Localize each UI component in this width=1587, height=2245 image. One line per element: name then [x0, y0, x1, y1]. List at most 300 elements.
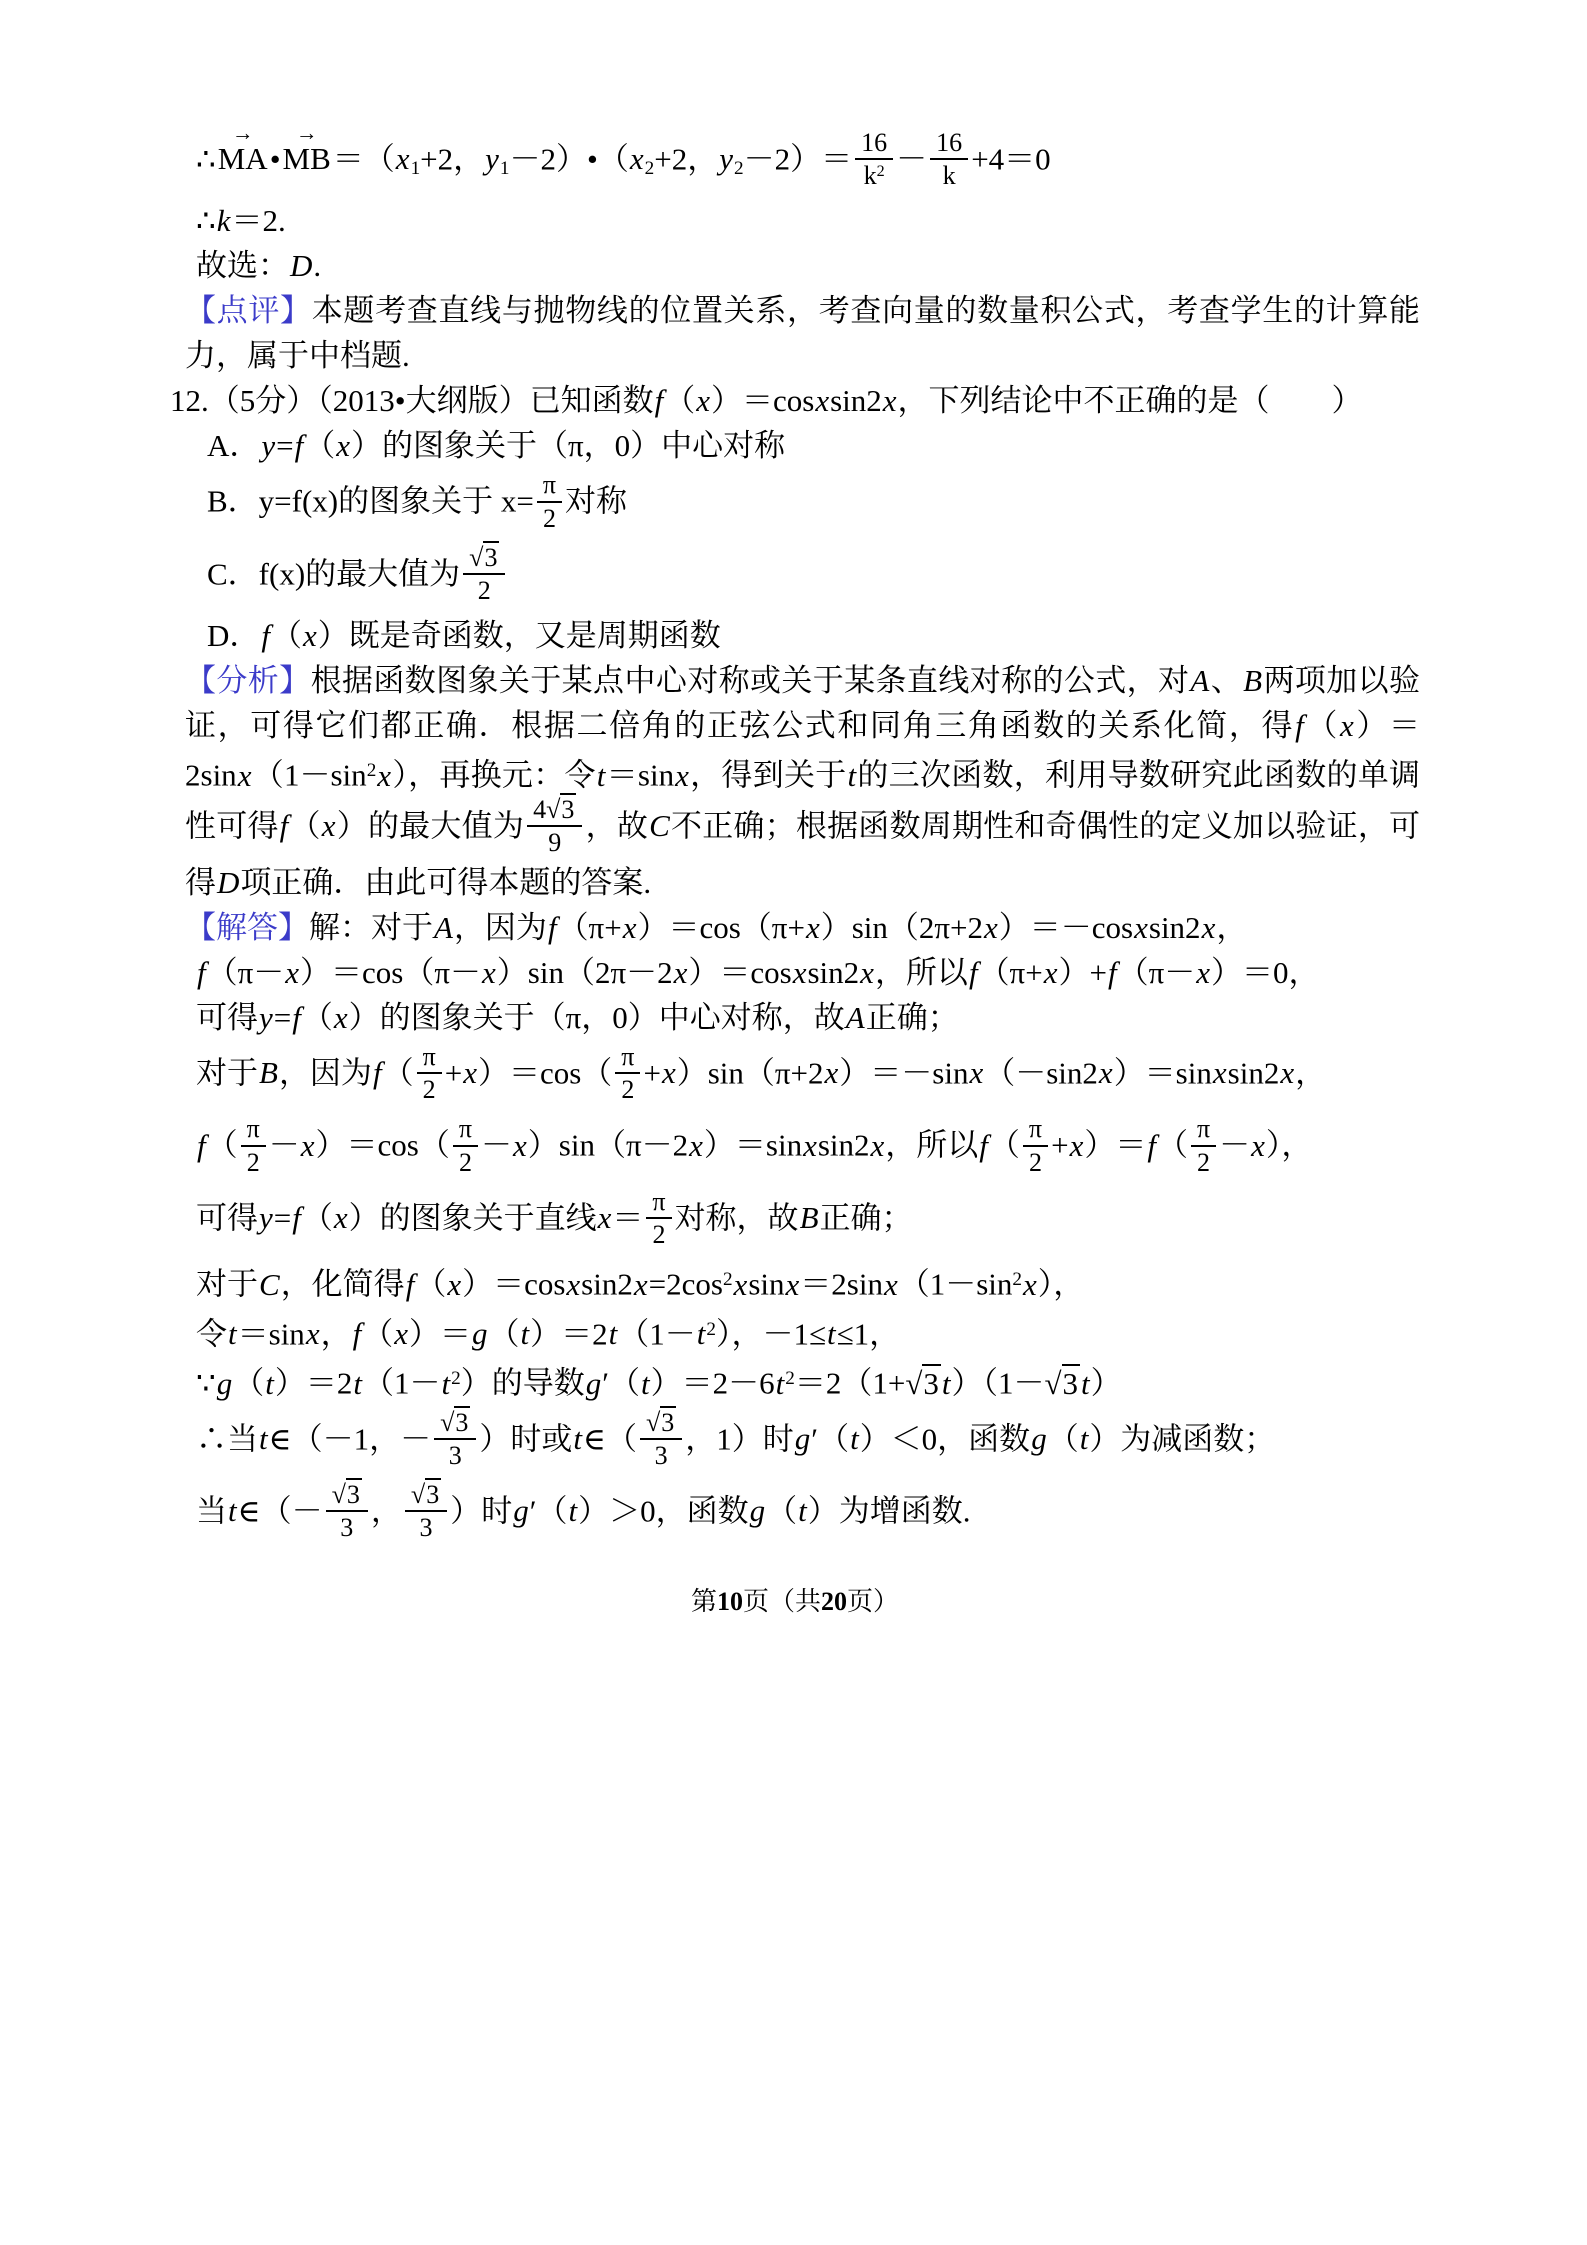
math-variable: x	[785, 1266, 800, 1302]
subscript: 2	[734, 158, 744, 180]
numerator	[640, 1408, 682, 1438]
numerator	[241, 1114, 266, 1144]
text-run: ，化简得	[280, 1266, 405, 1302]
math-variable: t	[798, 1493, 807, 1529]
math-variable: A	[1190, 663, 1210, 699]
text-run: 本题考查直线与抛物线的位置关系，考查向量的数量积公式，考查学生的计算能力，属于中档题.	[185, 293, 1421, 374]
text-run: sin2	[1148, 909, 1201, 945]
numerator	[453, 1114, 478, 1144]
math-variable: x	[377, 757, 392, 793]
option-c-line	[207, 541, 1420, 613]
square-root	[905, 1366, 941, 1401]
text-run: 项正确．由此可得本题的答案.	[240, 864, 652, 900]
math-variable: C	[649, 807, 670, 843]
text-run: （	[1304, 708, 1339, 744]
math-variable: x	[482, 954, 496, 990]
math-variable: x	[1212, 1055, 1227, 1091]
math-variable: x	[675, 757, 689, 793]
denominator	[615, 1072, 640, 1104]
math-variable: g	[585, 1365, 602, 1401]
math-variable: x	[883, 1266, 898, 1302]
text-run: ＝2（1+	[794, 1365, 906, 1401]
fraction	[241, 1114, 266, 1176]
math-variable: A	[845, 999, 865, 1035]
math-variable: f	[1295, 708, 1304, 744]
solution-paragraph-line-9	[196, 1356, 1420, 1406]
text-run: （π+	[557, 909, 622, 945]
math-variable: f	[654, 383, 664, 419]
denominator	[537, 501, 562, 533]
text-run: ）＝cos	[688, 954, 792, 990]
math-variable: y	[485, 141, 499, 177]
square-root	[546, 795, 576, 824]
numerator	[646, 1187, 671, 1217]
page-footer	[170, 1551, 1420, 1618]
text-run: ＝	[612, 1199, 644, 1235]
text-run: ∈（	[583, 1421, 637, 1457]
math-variable: f	[405, 1266, 415, 1302]
text-run: ）时	[450, 1493, 513, 1529]
vector-arrow-icon: →	[295, 120, 318, 145]
text-run: （	[488, 1316, 520, 1352]
math-variable: x	[447, 1266, 462, 1302]
numerator	[417, 1042, 442, 1072]
math-variable: f	[292, 999, 301, 1035]
text-run: 两项加以验证，可得它们都正确．根据二倍角的正弦公式和同角三角函数的关系化简，得	[185, 663, 1421, 744]
math-variable: x	[882, 383, 897, 419]
text-run: ，所以	[874, 954, 968, 990]
math-variable: x	[870, 1127, 885, 1163]
text-run: 故选：	[196, 248, 289, 284]
math-variable: f	[968, 954, 978, 990]
numerator	[537, 470, 562, 500]
answer-selection-line	[196, 243, 1420, 288]
text-run: ＝（	[332, 141, 395, 177]
square-root	[440, 1408, 470, 1437]
math-variable: B	[259, 1055, 278, 1091]
math-variable: t	[596, 757, 606, 793]
text-run: =	[273, 1199, 292, 1235]
denominator	[417, 1072, 442, 1104]
text-run: ），	[1037, 1266, 1085, 1302]
section-label: 【点评】	[185, 293, 312, 329]
fraction	[527, 795, 582, 857]
text-run: =	[273, 999, 292, 1035]
text-run: 解：对于	[309, 909, 433, 945]
text-run: （－sin2	[984, 1055, 1098, 1091]
math-variable: x	[300, 1127, 315, 1163]
numerator	[405, 1480, 447, 1510]
text-run: ）＝sin	[1113, 1055, 1212, 1091]
text-run: ＝2sin	[800, 1266, 883, 1302]
text-run: •	[269, 141, 281, 177]
text-run: ）	[1090, 1365, 1122, 1401]
text-run: +	[444, 1055, 463, 1091]
text-run: （	[206, 1127, 238, 1163]
text-run: （π+	[978, 954, 1043, 990]
vector-notation	[281, 120, 333, 181]
math-variable: x	[673, 954, 688, 990]
text-run: 2	[652, 1219, 666, 1249]
text-run: （1－	[618, 1316, 696, 1352]
text-run: 对称	[565, 483, 628, 519]
math-variable: f	[372, 1055, 382, 1091]
math-variable: x	[1340, 708, 1354, 744]
text-run: 第	[690, 1586, 717, 1616]
fraction	[417, 1042, 442, 1104]
radical-sign-icon: √	[546, 794, 561, 824]
text-run: ）＝cos（π+	[637, 909, 805, 945]
text-run: （	[289, 807, 321, 843]
text-run: （1－	[362, 1365, 441, 1401]
text-run: ′（	[602, 1365, 640, 1401]
text-run: ）＝sin	[703, 1127, 803, 1163]
math-variable: t	[228, 1316, 237, 1352]
text-run: ）＝cos（π－	[300, 954, 482, 990]
text-run: +	[1051, 1127, 1069, 1163]
text-run: ）＝cos（	[477, 1055, 613, 1091]
math-variable: x	[333, 1199, 348, 1235]
text-run: ）＝	[408, 1316, 471, 1352]
solution-paragraph-line-7	[196, 1257, 1420, 1307]
math-variable: g	[1031, 1421, 1047, 1457]
text-run: ∴	[196, 203, 216, 239]
math-variable: f	[979, 1127, 988, 1163]
text-run: ≤1，	[836, 1316, 901, 1352]
math-variable: x	[1201, 909, 1216, 945]
text-run: ，因为	[278, 1055, 372, 1091]
vector-arrow-icon: →	[231, 120, 254, 145]
denominator	[241, 1145, 266, 1177]
fraction	[326, 1480, 368, 1542]
radicand: 3	[346, 1480, 360, 1510]
text-run: π	[1028, 1114, 1043, 1144]
text-run: π	[621, 1041, 635, 1071]
math-variable: x	[860, 954, 874, 990]
math-variable: B	[799, 1199, 819, 1235]
math-variable: t	[1081, 1365, 1090, 1401]
text-run: （	[301, 999, 333, 1035]
denominator	[453, 1145, 478, 1177]
text-run: π	[542, 470, 557, 500]
superscript: 2	[722, 1269, 733, 1291]
text-run: ）＝cos	[711, 383, 815, 419]
solution-paragraph-line-10	[196, 1406, 1420, 1478]
math-variable: t	[228, 1493, 237, 1529]
text-run: ）sin（π+2	[676, 1055, 824, 1091]
text-run: 令	[196, 1316, 227, 1352]
text-run: ）＝cos（	[315, 1127, 450, 1163]
math-variable: x	[733, 1266, 748, 1302]
text-run: 可得	[196, 1199, 258, 1235]
fraction	[1191, 1114, 1216, 1176]
text-run: π	[458, 1114, 473, 1144]
text-run: ∴	[196, 141, 216, 177]
text-run: ∵	[196, 1365, 216, 1401]
text-run: －2）•（	[509, 141, 629, 177]
fraction	[930, 128, 968, 190]
math-variable: t	[568, 1493, 578, 1529]
text-run: ∈（－	[237, 1493, 323, 1529]
math-variable: x	[805, 909, 820, 945]
denominator	[405, 1510, 447, 1542]
solution-step-line-1	[196, 120, 1420, 198]
text-run: 页（共	[742, 1586, 821, 1616]
text-run: π	[246, 1114, 260, 1144]
text-run: （	[362, 1316, 394, 1352]
text-run: 2	[1197, 1147, 1211, 1177]
math-variable: x	[689, 1127, 703, 1163]
text-run: 页）	[847, 1586, 900, 1616]
radicand: 3	[923, 1365, 939, 1401]
text-run: 对于	[196, 1266, 258, 1302]
math-variable: x	[321, 807, 336, 843]
math-variable: x	[803, 1127, 817, 1163]
fraction	[646, 1187, 671, 1249]
text-run: ），－1≤	[715, 1316, 826, 1352]
math-variable: y	[719, 141, 734, 177]
text-run: ）＝2－6	[650, 1365, 775, 1401]
subscript: 1	[410, 158, 421, 180]
numerator	[326, 1480, 368, 1510]
text-run: sin2	[807, 954, 860, 990]
text-run: +2，	[420, 141, 485, 177]
math-variable: x	[333, 999, 348, 1035]
text-run: +4＝0	[971, 141, 1051, 177]
math-variable: t	[441, 1365, 451, 1401]
text-run: ＝2.	[231, 203, 286, 239]
text-run: A．	[207, 428, 261, 464]
text-run: （	[233, 1365, 265, 1401]
math-variable: t	[847, 757, 857, 793]
math-variable: g	[749, 1493, 766, 1529]
text-run: sin2	[581, 1266, 633, 1302]
text-run: =	[276, 428, 294, 464]
math-variable: t	[520, 1316, 530, 1352]
math-variable: x	[622, 909, 637, 945]
text-run: 的三次函数，利用导数研究此函数的单调性可得	[185, 757, 1421, 843]
math-variable: x	[1043, 954, 1058, 990]
math-variable: t	[641, 1365, 650, 1401]
math-variable: x	[1280, 1055, 1295, 1091]
text-run: ）＝0，	[1211, 954, 1320, 990]
text-run: 2	[477, 575, 491, 605]
section-label: 【分析】	[185, 663, 311, 699]
numerator	[527, 795, 582, 825]
text-run: （	[766, 1493, 798, 1529]
text-run: －	[896, 141, 928, 177]
math-variable: f	[1107, 954, 1117, 990]
solution-paragraph-line-5	[196, 1112, 1420, 1184]
text-run: －2）＝	[743, 141, 853, 177]
math-variable: t	[353, 1365, 362, 1401]
text-run: ）sin（2π+2	[820, 909, 984, 945]
text-run: sin2	[830, 383, 882, 419]
solution-paragraph-line-6	[196, 1185, 1420, 1257]
subscript: 1	[499, 158, 510, 180]
vector-symbol: MB	[282, 141, 331, 177]
radicand: 3	[484, 542, 498, 572]
question-12-line	[170, 378, 1420, 423]
text-run: 对于	[196, 1055, 258, 1091]
square-root	[469, 543, 499, 572]
math-variable: x	[285, 954, 300, 990]
denominator	[855, 158, 893, 190]
vector-notation	[216, 120, 270, 181]
text-run: 2	[246, 1147, 260, 1177]
text-run: 2	[1028, 1147, 1042, 1177]
fraction	[537, 470, 562, 532]
text-run: －	[1219, 1127, 1251, 1163]
denominator	[463, 573, 505, 605]
text-run: ）＝－sin	[839, 1055, 969, 1091]
square-root	[332, 1480, 362, 1509]
text-run: 2	[422, 1075, 436, 1105]
solution-paragraph-line-2	[196, 950, 1420, 995]
text-run: ）为增函数.	[807, 1493, 971, 1529]
text-run: ，下列结论中不正确的是（ ）	[897, 383, 1363, 419]
text-run: 3	[419, 1513, 433, 1543]
text-run: （1－sin	[252, 757, 367, 793]
text-run: ）时或	[479, 1421, 573, 1457]
section-label: 【解答】	[185, 909, 309, 945]
text-run: 16	[936, 128, 963, 157]
text-run: k	[942, 161, 956, 191]
text-run: 2	[621, 1075, 635, 1105]
denominator	[434, 1438, 476, 1470]
text-run: π	[422, 1041, 436, 1071]
text-run: ）为减函数；	[1089, 1421, 1276, 1457]
denominator	[1023, 1145, 1048, 1177]
fraction	[855, 128, 893, 190]
text-run: =2cos	[648, 1266, 723, 1302]
text-run: ，	[1295, 1055, 1327, 1091]
text-run: （	[301, 1199, 333, 1235]
text-run: 正确；	[819, 1199, 913, 1235]
text-run: 正确；	[865, 999, 959, 1035]
radicand: 3	[661, 1407, 675, 1437]
text-run: π	[652, 1186, 666, 1216]
math-variable: f	[292, 1199, 301, 1235]
text-run: ）既是奇函数，又是周期函数	[317, 618, 721, 654]
text-run: C．f(x)的最大值为	[207, 555, 461, 591]
math-variable: x	[1098, 1055, 1113, 1091]
text-run: 16	[861, 128, 888, 157]
denominator	[640, 1438, 682, 1470]
math-variable: t	[573, 1421, 583, 1457]
radical-sign-icon: √	[331, 1480, 346, 1510]
math-variable: f	[294, 428, 304, 464]
text-run: ）的图象关于直线	[348, 1199, 597, 1235]
text-run: （	[271, 618, 303, 654]
math-variable: x	[394, 1316, 408, 1352]
analysis-paragraph	[185, 658, 1420, 905]
subscript: 2	[644, 158, 655, 180]
math-variable: g	[794, 1421, 811, 1457]
text-run: ）＝2	[530, 1316, 608, 1352]
text-run: 根据函数图象关于某点中心对称或关于某条直线对称的公式，对	[310, 663, 1190, 699]
superscript: 2	[366, 760, 377, 782]
comment-paragraph	[185, 288, 1420, 378]
text-run: （	[415, 1266, 447, 1302]
solution-paragraph-line-1	[185, 905, 1420, 950]
superscript: 2	[785, 1368, 795, 1390]
denominator	[326, 1510, 368, 1542]
text-run: ）＝	[1084, 1127, 1147, 1163]
option-d-line	[207, 613, 1420, 658]
math-variable: x	[597, 1199, 612, 1235]
text-run: .	[313, 248, 322, 284]
math-variable: x	[661, 1055, 676, 1091]
math-variable: x	[463, 1055, 477, 1091]
math-variable: x	[395, 141, 410, 177]
math-variable: D	[217, 864, 240, 900]
denominator	[527, 825, 582, 857]
text-run: ）＞0，函数	[578, 1493, 749, 1529]
superscript: 2	[451, 1368, 461, 1390]
bold-number: 20	[821, 1586, 847, 1616]
text-run: 3	[448, 1441, 462, 1471]
math-variable: t	[259, 1421, 268, 1457]
solution-paragraph-line-4	[196, 1040, 1420, 1112]
text-run: ）＝2	[274, 1365, 353, 1401]
math-variable: f	[197, 954, 206, 990]
numerator	[930, 128, 968, 158]
text-run: 2	[458, 1147, 472, 1177]
math-variable: x	[305, 1316, 320, 1352]
math-variable: x	[336, 428, 351, 464]
math-variable: x	[696, 383, 710, 419]
numerator	[855, 128, 893, 158]
text-run: 2	[542, 503, 556, 533]
math-variable: x	[1251, 1127, 1265, 1163]
text-run: ，所以	[885, 1127, 979, 1163]
text-run: ），再换元：令	[392, 757, 596, 793]
text-run: （	[664, 383, 696, 419]
superscript: 2	[876, 163, 885, 181]
text-run: ）＝cos	[462, 1266, 566, 1302]
math-variable: x	[824, 1055, 839, 1091]
text-run: （	[304, 428, 336, 464]
math-variable: x	[792, 954, 807, 990]
math-variable: g	[216, 1365, 233, 1401]
solution-paragraph-line-11	[196, 1478, 1420, 1550]
text-run: 3	[654, 1441, 668, 1471]
text-run: ，故	[585, 807, 649, 843]
denominator	[646, 1217, 671, 1249]
numerator	[615, 1042, 640, 1072]
numerator	[434, 1408, 476, 1438]
math-variable: f	[261, 618, 271, 654]
solution-paragraph-line-3	[196, 995, 1420, 1040]
radicand: 3	[561, 794, 575, 824]
text-run: ）+	[1058, 954, 1107, 990]
radicand: 3	[1062, 1365, 1078, 1401]
text-run: 当	[196, 1493, 227, 1529]
text-run: ，1）时	[685, 1421, 794, 1457]
radical-sign-icon: √	[645, 1407, 661, 1437]
text-run: ∴当	[196, 1421, 258, 1457]
radical-sign-icon: √	[469, 542, 484, 572]
math-variable: y	[261, 428, 276, 464]
math-variable: x	[303, 618, 317, 654]
text-run: ＝sin	[606, 757, 675, 793]
text-run: ′（	[811, 1421, 850, 1457]
text-run: ，	[320, 1316, 352, 1352]
math-variable: C	[259, 1266, 280, 1302]
math-variable: t	[608, 1316, 618, 1352]
text-run: ，	[1216, 909, 1248, 945]
